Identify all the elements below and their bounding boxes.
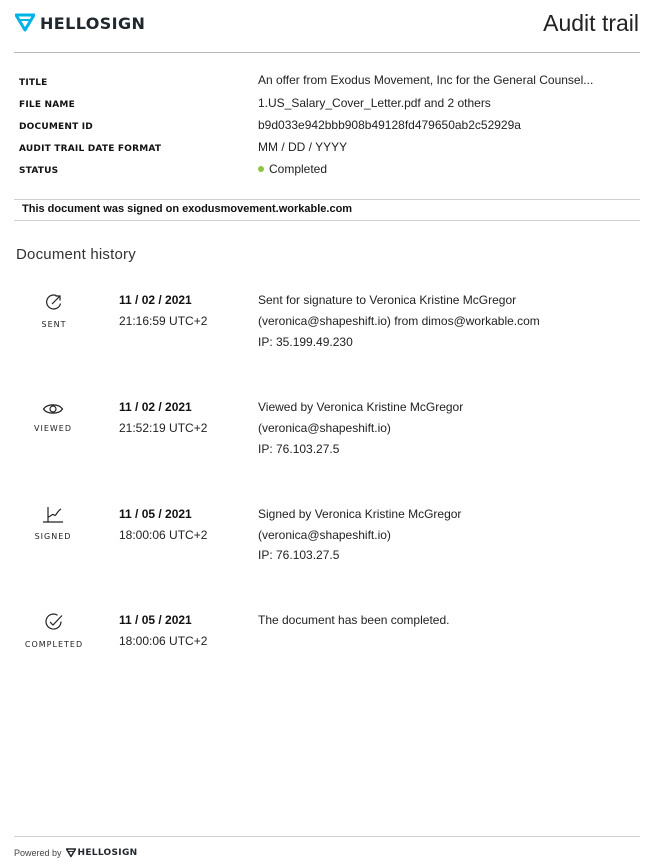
event-detail-line: (veronica@shapeshift.io) from dimos@workable.com	[258, 314, 540, 328]
hellosign-logo	[15, 12, 145, 34]
event-label: COMPLETED	[24, 640, 84, 649]
header-divider	[14, 52, 640, 53]
page-title: Audit trail	[543, 10, 639, 36]
event-detail-line: IP: 35.199.49.230	[258, 335, 353, 349]
event-date: 11 / 05 / 2021	[119, 507, 192, 521]
status-dot	[258, 166, 264, 172]
event-date: 11 / 05 / 2021	[119, 613, 192, 627]
powered-by-text: Powered by	[14, 848, 62, 858]
event-detail-line: Signed by Veronica Kristine McGregor	[258, 507, 462, 521]
meta-file-name-value: 1.US_Salary_Cover_Letter.pdf and 2 others	[258, 96, 491, 110]
meta-status-value	[258, 162, 327, 176]
meta-status-label: STATUS	[19, 166, 59, 176]
event-label: VIEWED	[33, 424, 72, 433]
event-detail-line: Viewed by Veronica Kristine McGregor	[258, 400, 464, 414]
hellosign-small-logo-icon	[66, 848, 76, 858]
meta-document-id-value: b9d033e942bbb908b49128fd479650ab2c52929a	[258, 118, 521, 132]
event-time: 21:16:59 UTC+2	[119, 314, 208, 328]
footer-divider	[14, 836, 640, 837]
meta-title-value: An offer from Exodus Movement, Inc for the General Counsel...	[258, 73, 594, 87]
meta-file-name-label: FILE NAME	[19, 100, 75, 110]
event-detail-line: The document has been completed.	[258, 613, 450, 627]
powered-by	[14, 848, 137, 858]
event-label: SENT	[41, 320, 67, 329]
powered-by-brand: HELLOSIGN	[77, 848, 138, 858]
event-detail-line: Sent for signature to Veronica Kristine McGregor	[258, 293, 517, 307]
document-history-title: Document history	[16, 246, 136, 263]
signature-icon	[42, 505, 64, 527]
meta-document-id-label: DOCUMENT ID	[19, 122, 93, 132]
check-circle-icon	[43, 611, 65, 633]
event-detail-line: (veronica@shapeshift.io)	[258, 528, 391, 542]
signed-note: This document was signed on exodusmovement.workable.com	[22, 203, 353, 215]
event-detail-line: IP: 76.103.27.5	[258, 548, 340, 562]
meta-date-format-label: AUDIT TRAIL DATE FORMAT	[19, 144, 162, 154]
meta-date-format-value: MM / DD / YYYY	[258, 140, 348, 154]
status-text: Completed	[269, 162, 328, 176]
event-date: 11 / 02 / 2021	[119, 293, 192, 307]
event-label: SIGNED	[34, 532, 72, 541]
event-date: 11 / 02 / 2021	[119, 400, 192, 414]
event-time: 18:00:06 UTC+2	[119, 528, 208, 542]
event-detail-line: (veronica@shapeshift.io)	[258, 421, 391, 435]
event-detail-line: IP: 76.103.27.5	[258, 442, 340, 456]
hellosign-logo-icon	[15, 13, 35, 33]
event-time: 21:52:19 UTC+2	[119, 421, 208, 435]
eye-icon	[42, 398, 64, 420]
event-time: 18:00:06 UTC+2	[119, 634, 208, 648]
meta-title-label: TITLE	[19, 78, 48, 88]
sent-icon	[43, 291, 65, 313]
logo-text: HELLOSIGN	[40, 13, 146, 33]
